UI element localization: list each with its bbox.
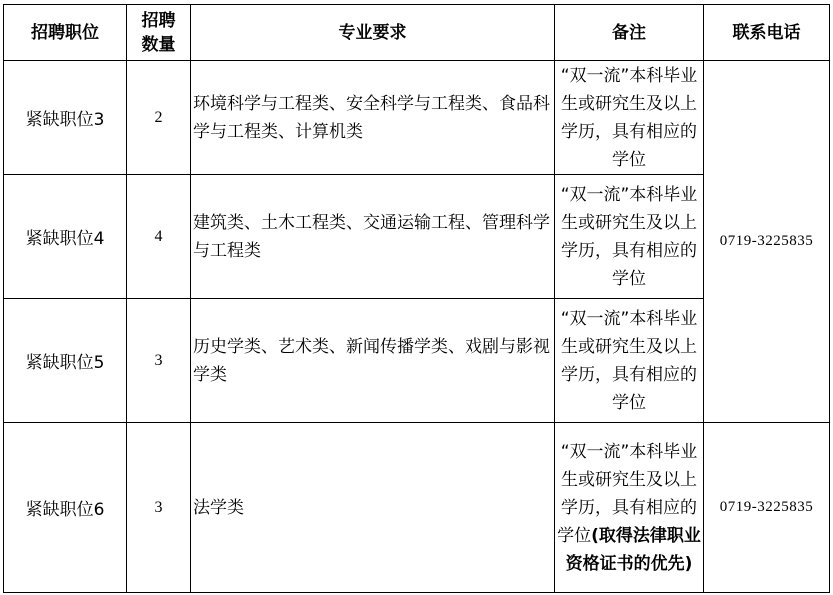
header-phone: 联系电话 — [704, 5, 830, 61]
count-cell: 4 — [127, 175, 191, 299]
position-cell: 紧缺职位3 — [4, 61, 127, 175]
position-cell: 紧缺职位4 — [4, 175, 127, 299]
phone-cell-shared: 0719-3225835 — [704, 61, 830, 423]
header-position: 招聘职位 — [4, 5, 127, 61]
header-count-line2: 数量 — [141, 34, 176, 55]
major-cell: 法学类 — [191, 423, 555, 593]
count-cell: 3 — [127, 299, 191, 423]
count-cell: 2 — [127, 61, 191, 175]
position-cell: 紧缺职位6 — [4, 423, 127, 593]
note-priority-text: (取得法律职业资格证书的优先) — [565, 525, 701, 574]
header-count-line1: 招聘 — [141, 10, 176, 31]
note-cell: “双一流”本科毕业生或研究生及以上学历，具有相应的学位 — [555, 175, 704, 299]
note-cell: “双一流”本科毕业生或研究生及以上学历，具有相应的学位 — [555, 61, 704, 175]
header-count — [127, 5, 191, 61]
note-cell — [555, 423, 704, 593]
count-cell: 3 — [127, 423, 191, 593]
note-text: “双一流”本科毕业生或研究生及以上学历，具有相应的学位 — [557, 441, 698, 546]
header-note: 备注 — [555, 5, 704, 61]
note-cell: “双一流”本科毕业生或研究生及以上学历，具有相应的学位 — [555, 299, 704, 423]
major-cell: 历史学类、艺术类、新闻传播学类、戏剧与影视学类 — [191, 299, 555, 423]
header-row — [4, 5, 830, 61]
recruitment-table — [3, 4, 830, 593]
table-row — [4, 423, 830, 593]
table-row — [4, 61, 830, 175]
phone-cell: 0719-3225835 — [704, 423, 830, 593]
major-cell: 环境科学与工程类、安全科学与工程类、食品科学与工程类、计算机类 — [191, 61, 555, 175]
header-major: 专业要求 — [191, 5, 555, 61]
major-cell: 建筑类、土木工程类、交通运输工程、管理科学与工程类 — [191, 175, 555, 299]
position-cell: 紧缺职位5 — [4, 299, 127, 423]
